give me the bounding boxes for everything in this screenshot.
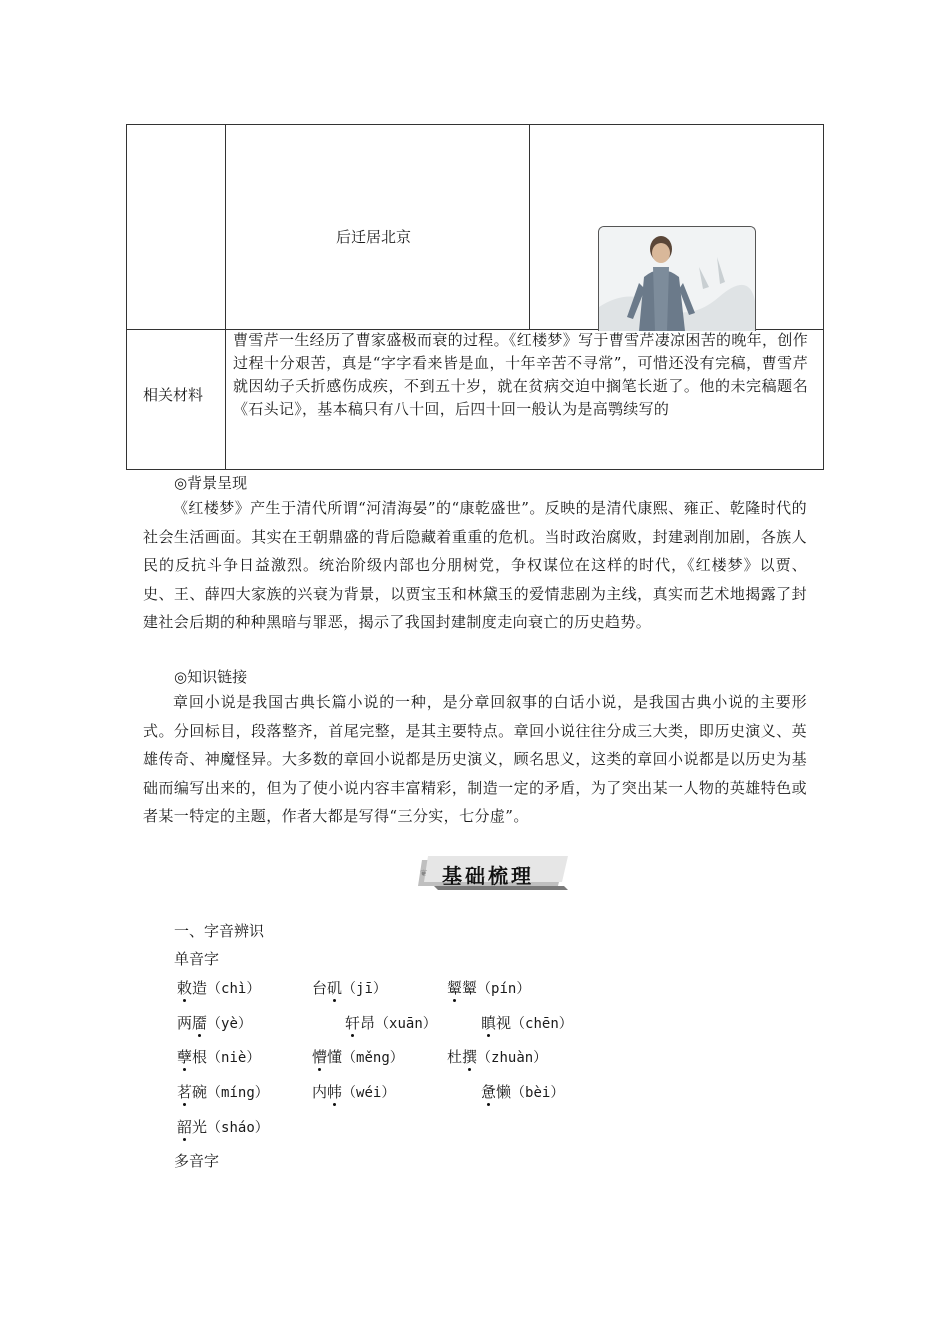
portrait-image xyxy=(598,226,756,331)
background-paragraph: 《红楼梦》产生于清代所谓“河清海晏”的“康乾盛世”。反映的是清代康熙、雍正、乾隆时代的社会生活画面。其实在王朝鼎盛的背后隐藏着重重的危机。当时政治腐败，封建剥削加剧，各族人民的反抗斗争日益激烈。统治阶级内部也分朋树党，争权谋位在这样的时代，《红楼梦》以贾、史、王、薛四大家族的兴衰为背景，以贾宝玉和林黛玉的爱情悲剧为主线，真实而艺术地揭露了封建社会后期的种种黑暗与罪恶，揭示了我国封建制度走向衰亡的历史趋势。 xyxy=(143,499,807,632)
svg-text:❦: ❦ xyxy=(420,869,428,879)
table-materials-text: 曹雪芹一生经历了曹家盛极而衰的过程。《红楼梦》写于曹雪芹凄凉困苦的晚年，创作过程十分艰苦，真是“字字看来皆是血，十年辛苦不寻常”，可惜还没有完稿，曹雪芹就因幼子夭折感伤成疾，不到五十岁，就在贫病交迫中搁笔长逝了。他的未完稿题名《石头记》，基本稿只有八十回，后四十回一般认为是高鹗续写的 xyxy=(233,331,808,418)
table-divider xyxy=(529,124,530,329)
table-label-materials: 相关材料 xyxy=(143,386,204,404)
vocab-item: 瞋视（chēn） xyxy=(481,1014,573,1032)
vocab-item: 茗碗（míng） xyxy=(177,1083,269,1101)
vocab-item: 两靥（yè） xyxy=(177,1014,252,1032)
vocab-item: 敕造（chì） xyxy=(177,979,261,997)
single-sound-label: 单音字 xyxy=(174,950,220,968)
vocab-item: 台矶（jī） xyxy=(312,979,387,997)
portrait-figure-icon xyxy=(599,227,755,331)
vocab-item: 孽根（niè） xyxy=(177,1048,261,1066)
knowledge-paragraph: 章回小说是我国古典长篇小说的一种，是分章回叙事的白话小说，是我国古典小说的主要形式。分回标目，段落整齐，首尾完整，是其主要特点。章回小说往往分成三大类，即历史演义、英雄传奇、神魔怪异。大多数的章回小说都是历史演义，顾名思义，这类的章回小说都是以历史为基础而编写出来的，但为了使小说内容丰富精彩，制造一定的矛盾，为了突出某一人物的英雄特色或者某一特定的主题，作者大都是写得“三分实，七分虚”。 xyxy=(143,693,807,826)
vocab-item: 轩昂（xuān） xyxy=(345,1014,437,1032)
vocab-item: 杜撰（zhuàn） xyxy=(447,1048,548,1066)
background-heading: ◎背景呈现 xyxy=(174,474,248,492)
multi-sound-label: 多音字 xyxy=(174,1152,220,1170)
knowledge-heading: ◎知识链接 xyxy=(174,668,248,686)
vocab-item: 韶光（sháo） xyxy=(177,1118,269,1136)
section-title: 一、字音辨识 xyxy=(174,922,265,940)
vocab-item: 惫懒（bèi） xyxy=(481,1083,565,1101)
vocab-item: 内帏（wéi） xyxy=(312,1083,396,1101)
table-cell-residence: 后迁居北京 xyxy=(336,228,412,246)
table-divider xyxy=(225,124,226,470)
vocab-item: 懵懂（měng） xyxy=(312,1048,404,1066)
vocab-item: 颦颦（pín） xyxy=(447,979,531,997)
banner-title: 基础梳理 xyxy=(442,864,534,888)
